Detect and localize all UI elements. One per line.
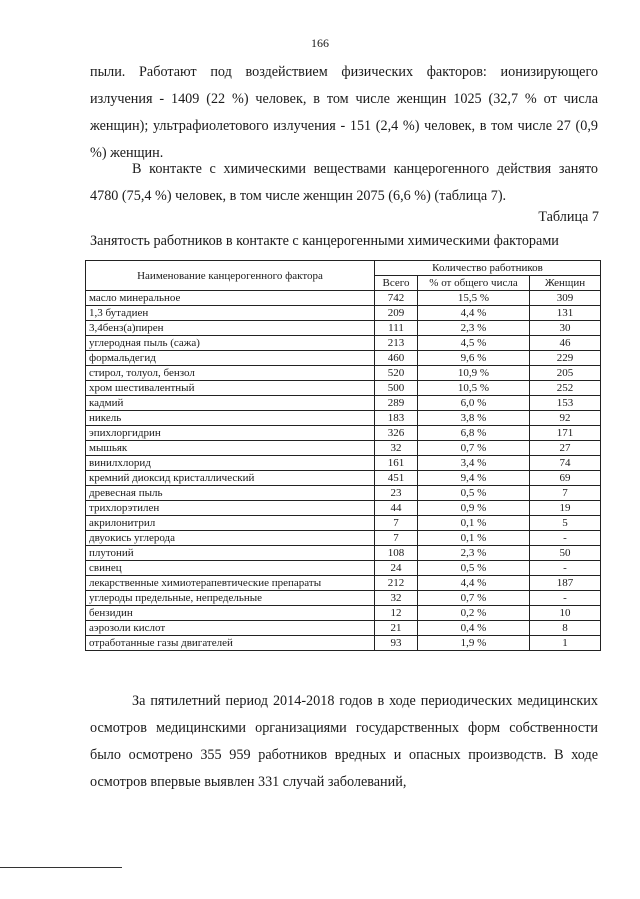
factor-cell: кремний диоксид кристаллический: [86, 471, 375, 486]
header-factor: Наименование канцерогенного фактора: [86, 261, 375, 291]
total-cell: 289: [375, 396, 418, 411]
table-row: [86, 561, 601, 576]
table-row: [86, 591, 601, 606]
total-cell: 520: [375, 366, 418, 381]
percent-cell: 0,7 %: [418, 591, 530, 606]
percent-cell: 0,5 %: [418, 486, 530, 501]
percent-cell: 4,4 %: [418, 306, 530, 321]
percent-cell: 3,8 %: [418, 411, 530, 426]
table-body: [86, 291, 601, 651]
factor-cell: винилхлорид: [86, 456, 375, 471]
factor-cell: кадмий: [86, 396, 375, 411]
women-cell: -: [530, 561, 601, 576]
percent-cell: 0,1 %: [418, 516, 530, 531]
carcinogen-employment-table: [85, 260, 601, 651]
total-cell: 32: [375, 591, 418, 606]
table-row: [86, 351, 601, 366]
women-cell: 92: [530, 411, 601, 426]
header-percent: % от общего числа: [418, 276, 530, 291]
table-row: [86, 486, 601, 501]
total-cell: 500: [375, 381, 418, 396]
percent-cell: 2,3 %: [418, 546, 530, 561]
total-cell: 742: [375, 291, 418, 306]
table-row: [86, 636, 601, 651]
factor-cell: хром шестивалентный: [86, 381, 375, 396]
total-cell: 23: [375, 486, 418, 501]
factor-cell: масло минеральное: [86, 291, 375, 306]
percent-cell: 0,4 %: [418, 621, 530, 636]
table-row: [86, 396, 601, 411]
women-cell: 1: [530, 636, 601, 651]
percent-cell: 4,4 %: [418, 576, 530, 591]
percent-cell: 6,0 %: [418, 396, 530, 411]
table-row: [86, 621, 601, 636]
total-cell: 24: [375, 561, 418, 576]
women-cell: 205: [530, 366, 601, 381]
table-row: [86, 426, 601, 441]
table-row: [86, 411, 601, 426]
women-cell: 50: [530, 546, 601, 561]
table-row: [86, 456, 601, 471]
factor-cell: трихлорэтилен: [86, 501, 375, 516]
women-cell: 252: [530, 381, 601, 396]
women-cell: -: [530, 591, 601, 606]
table-row: [86, 501, 601, 516]
total-cell: 326: [375, 426, 418, 441]
women-cell: 5: [530, 516, 601, 531]
total-cell: 44: [375, 501, 418, 516]
total-cell: 12: [375, 606, 418, 621]
table-label: Таблица 7: [538, 209, 599, 225]
factor-cell: аэрозоли кислот: [86, 621, 375, 636]
total-cell: 111: [375, 321, 418, 336]
women-cell: -: [530, 531, 601, 546]
factor-cell: акрилонитрил: [86, 516, 375, 531]
women-cell: 74: [530, 456, 601, 471]
percent-cell: 0,5 %: [418, 561, 530, 576]
percent-cell: 10,5 %: [418, 381, 530, 396]
women-cell: 27: [530, 441, 601, 456]
women-cell: 7: [530, 486, 601, 501]
total-cell: 183: [375, 411, 418, 426]
women-cell: 171: [530, 426, 601, 441]
factor-cell: 3,4бенз(а)пирен: [86, 321, 375, 336]
factor-cell: эпихлоргидрин: [86, 426, 375, 441]
header-total: Всего: [375, 276, 418, 291]
percent-cell: 6,8 %: [418, 426, 530, 441]
total-cell: 108: [375, 546, 418, 561]
women-cell: 10: [530, 606, 601, 621]
women-cell: 46: [530, 336, 601, 351]
total-cell: 209: [375, 306, 418, 321]
factor-cell: никель: [86, 411, 375, 426]
factor-cell: углеродная пыль (сажа): [86, 336, 375, 351]
women-cell: 19: [530, 501, 601, 516]
percent-cell: 10,9 %: [418, 366, 530, 381]
factor-cell: формальдегид: [86, 351, 375, 366]
factor-cell: 1,3 бутадиен: [86, 306, 375, 321]
paragraph-medical-exams: За пятилетний период 2014-2018 годов в ходе периодических медицинских осмотров медицинскими организациями государственных форм собственности было осмотрено 355 959 работников вредных и опасных производств. В ходе осмотров впервые выявлен 331 случай заболеваний,: [90, 693, 598, 790]
percent-cell: 3,4 %: [418, 456, 530, 471]
table-row: [86, 546, 601, 561]
total-cell: 32: [375, 441, 418, 456]
women-cell: 30: [530, 321, 601, 336]
table-row: [86, 291, 601, 306]
percent-cell: 2,3 %: [418, 321, 530, 336]
table-row: [86, 441, 601, 456]
women-cell: 309: [530, 291, 601, 306]
women-cell: 8: [530, 621, 601, 636]
total-cell: 21: [375, 621, 418, 636]
women-cell: 187: [530, 576, 601, 591]
total-cell: 7: [375, 516, 418, 531]
total-cell: 213: [375, 336, 418, 351]
total-cell: 212: [375, 576, 418, 591]
table-row: [86, 381, 601, 396]
total-cell: 93: [375, 636, 418, 651]
percent-cell: 0,7 %: [418, 441, 530, 456]
factor-cell: мышьяк: [86, 441, 375, 456]
factor-cell: стирол, толуол, бензол: [86, 366, 375, 381]
factor-cell: лекарственные химиотерапевтические препараты: [86, 576, 375, 591]
paragraph-chemical-contact: В контакте с химическими веществами канцерогенного действия занято 4780 (75,4 %) человек, в том числе женщин 2075 (6,6 %) (таблица 7).: [90, 161, 598, 204]
percent-cell: 0,9 %: [418, 501, 530, 516]
footnote-rule: [0, 867, 122, 868]
percent-cell: 1,9 %: [418, 636, 530, 651]
factor-cell: углероды предельные, непредельные: [86, 591, 375, 606]
table-row: [86, 306, 601, 321]
women-cell: 229: [530, 351, 601, 366]
factor-cell: древесная пыль: [86, 486, 375, 501]
table-row: [86, 606, 601, 621]
table-row: [86, 471, 601, 486]
page-number: 166: [311, 36, 329, 50]
factor-cell: плутоний: [86, 546, 375, 561]
percent-cell: 15,5 %: [418, 291, 530, 306]
women-cell: 153: [530, 396, 601, 411]
percent-cell: 9,4 %: [418, 471, 530, 486]
factor-cell: отработанные газы двигателей: [86, 636, 375, 651]
paragraph-physical-factors: пыли. Работают под воздействием физических факторов: ионизирующего излучения - 1409 (22 %) человек, в том числе женщин 1025 (32,7 % от числа женщин); ультрафиолетового излучения - 151 (2,4 %) человек, в том числе 27 (0,9 %) женщин.: [90, 64, 598, 161]
total-cell: 451: [375, 471, 418, 486]
table-row: [86, 321, 601, 336]
total-cell: 161: [375, 456, 418, 471]
header-worker-count: Количество работников: [375, 261, 601, 276]
percent-cell: 4,5 %: [418, 336, 530, 351]
percent-cell: 0,2 %: [418, 606, 530, 621]
table-row: [86, 366, 601, 381]
factor-cell: свинец: [86, 561, 375, 576]
women-cell: 69: [530, 471, 601, 486]
total-cell: 460: [375, 351, 418, 366]
total-cell: 7: [375, 531, 418, 546]
percent-cell: 0,1 %: [418, 531, 530, 546]
header-women: Женщин: [530, 276, 601, 291]
factor-cell: двуокись углерода: [86, 531, 375, 546]
factor-cell: бензидин: [86, 606, 375, 621]
table-row: [86, 516, 601, 531]
table-caption: Занятость работников в контакте с канцерогенными химическими факторами: [90, 233, 559, 249]
table-row: [86, 531, 601, 546]
percent-cell: 9,6 %: [418, 351, 530, 366]
women-cell: 131: [530, 306, 601, 321]
table-row: [86, 576, 601, 591]
table-row: [86, 336, 601, 351]
